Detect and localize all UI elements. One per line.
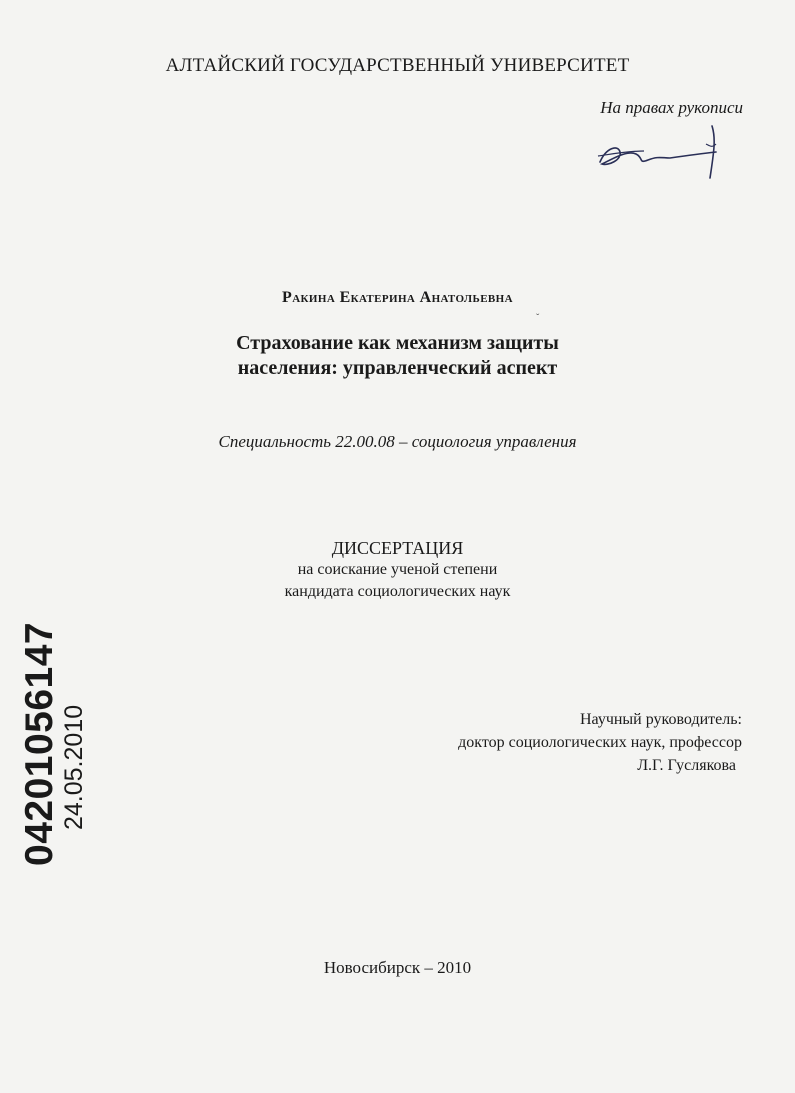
stamp-number: 04201056147: [18, 621, 61, 866]
author-name: [0, 289, 795, 307]
handwritten-signature: [588, 118, 738, 180]
dissertation-title: [0, 331, 795, 381]
speciality: Специальность 22.00.08 – социология управления: [218, 432, 577, 451]
city-year: Новосибирск – 2010: [323, 958, 472, 977]
supervisor-degree: доктор социологических наук, профессор: [458, 734, 742, 751]
degree-line-1: на соискание ученой степени: [297, 561, 498, 578]
supervisor-block: [458, 708, 742, 777]
degree-line-2: кандидата социологических наук: [284, 583, 511, 600]
university-name: АЛТАЙСКИЙ ГОСУДАРСТВЕННЫЙ УНИВЕРСИТЕТ: [165, 55, 630, 76]
dissertation-heading: ДИССЕРТАЦИЯ: [331, 538, 464, 558]
supervisor-label: Научный руководитель:: [579, 711, 742, 728]
library-stamp: [20, 622, 88, 866]
mark-glyph: ˇ: [536, 313, 540, 324]
supervisor-name: Л.Г. Гуслякова: [637, 757, 736, 774]
stamp-date: 24.05.2010: [60, 704, 88, 830]
rights-note: На правах рукописи: [600, 98, 743, 117]
title-line-2: населения: управленческий аспект: [237, 357, 558, 379]
author-name-text: Ракина Екатерина Анатольевна: [282, 289, 513, 306]
title-line-1: Страхование как механизм защиты: [236, 332, 559, 354]
